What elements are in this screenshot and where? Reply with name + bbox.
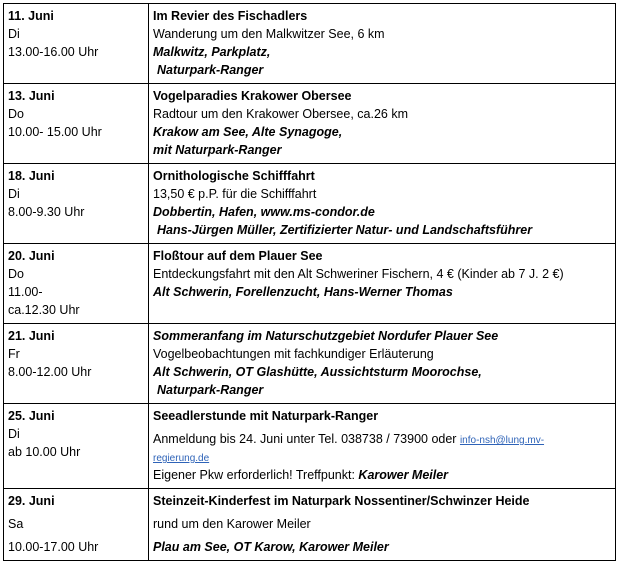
event-day: Di — [8, 427, 20, 441]
event-date: 11. Juni — [8, 9, 54, 23]
event-guide: Hans-Jürgen Müller, Zertifizierter Natur- und Landschaftsführer — [157, 223, 533, 237]
event-location: Malkwitz, Parkplatz, — [153, 45, 271, 59]
event-day: Do — [8, 267, 24, 281]
event-description: Vogelbeobachtungen mit fachkundiger Erläuterung — [153, 347, 434, 361]
event-date-cell — [4, 244, 149, 324]
event-time: 10.00-17.00 Uhr — [8, 540, 99, 554]
event-description: 13,50 € p.P. für die Schifffahrt — [153, 187, 317, 201]
event-details-cell — [149, 489, 616, 561]
event-date: 20. Juni — [8, 249, 55, 263]
event-description — [153, 430, 611, 448]
event-details-cell — [149, 404, 616, 489]
event-date-cell — [4, 164, 149, 244]
registration-text: Anmeldung bis 24. Juni unter Tel. 038738 / 73900 oder — [153, 432, 457, 446]
event-location: Plau am See, OT Karow, Karower Meiler — [153, 540, 389, 554]
event-title: Vogelparadies Krakower Obersee — [153, 89, 352, 103]
event-title: Ornithologische Schifffahrt — [153, 169, 315, 183]
email-link[interactable]: info-nsh@lung.mv- — [459, 435, 545, 446]
event-day: Di — [8, 27, 20, 41]
event-date-cell — [4, 84, 149, 164]
event-date: 13. Juni — [8, 89, 55, 103]
event-row — [4, 84, 616, 164]
event-date: 29. Juni — [8, 494, 55, 508]
event-date-cell — [4, 324, 149, 404]
event-date: 25. Juni — [8, 409, 55, 423]
event-day: Do — [8, 107, 24, 121]
email-link-continued-row — [153, 448, 611, 466]
event-time: 8.00-12.00 Uhr — [8, 365, 92, 379]
event-row — [4, 4, 616, 84]
event-description: Wanderung um den Malkwitzer See, 6 km — [153, 27, 385, 41]
event-date-cell — [4, 404, 149, 489]
email-link-continued[interactable]: regierung.de — [153, 453, 210, 464]
event-details-cell — [149, 324, 616, 404]
event-row — [4, 164, 616, 244]
event-title: Floßtour auf dem Plauer See — [153, 249, 323, 263]
event-time: 13.00-16.00 Uhr — [8, 45, 99, 59]
event-time: ab 10.00 Uhr — [8, 445, 81, 459]
event-guide: mit Naturpark-Ranger — [153, 143, 282, 157]
event-location: Alt Schwerin, Forellenzucht, Hans-Werner Thomas — [153, 285, 453, 299]
event-row — [4, 489, 616, 561]
event-day: Di — [8, 187, 20, 201]
event-title: Sommeranfang im Naturschutzgebiet Nordufer Plauer See — [153, 329, 499, 343]
event-title: Steinzeit-Kinderfest im Naturpark Nossentiner/Schwinzer Heide — [153, 494, 530, 508]
event-title: Im Revier des Fischadlers — [153, 9, 308, 23]
event-guide: Naturpark-Ranger — [157, 383, 264, 397]
event-row — [4, 244, 616, 324]
event-day: Sa — [8, 517, 24, 531]
event-date: 18. Juni — [8, 169, 55, 183]
event-details-cell — [149, 244, 616, 324]
event-description: rund um den Karower Meiler — [153, 517, 311, 531]
event-location: Krakow am See, Alte Synagoge, — [153, 125, 343, 139]
event-location: Dobbertin, Hafen, www.ms-condor.de — [153, 205, 375, 219]
event-guide: Naturpark-Ranger — [157, 63, 264, 77]
event-time-end: ca.12.30 Uhr — [8, 303, 80, 317]
events-table — [3, 3, 616, 561]
event-note — [153, 466, 611, 484]
event-time: 8.00-9.30 Uhr — [8, 205, 85, 219]
event-day: Fr — [8, 347, 20, 361]
event-date-cell — [4, 4, 149, 84]
event-details-cell — [149, 4, 616, 84]
event-date: 21. Juni — [8, 329, 55, 343]
event-note-text: Eigener Pkw erforderlich! Treffpunkt: — [153, 468, 359, 482]
event-row — [4, 324, 616, 404]
event-description: Entdeckungsfahrt mit den Alt Schweriner Fischern, 4 € (Kinder ab 7 J. 2 €) — [153, 267, 564, 281]
event-details-cell — [149, 84, 616, 164]
event-time: 11.00- — [8, 285, 43, 299]
event-location: Alt Schwerin, OT Glashütte, Aussichtsturm Moorochse, — [153, 365, 482, 379]
event-meeting-point: Karower Meiler — [358, 468, 449, 482]
event-date-cell — [4, 489, 149, 561]
event-time: 10.00- 15.00 Uhr — [8, 125, 102, 139]
event-title: Seeadlerstunde mit Naturpark-Ranger — [153, 409, 379, 423]
event-description: Radtour um den Krakower Obersee, ca.26 km — [153, 107, 408, 121]
event-details-cell — [149, 164, 616, 244]
event-row — [4, 404, 616, 489]
